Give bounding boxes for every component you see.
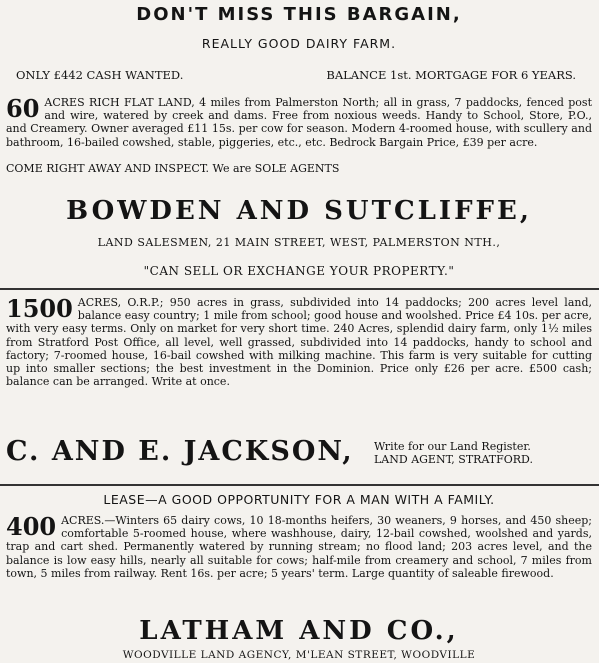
ad1-acreage: 60 [6, 94, 40, 123]
ad1-terms-left: ONLY £442 CASH WANTED. [16, 68, 184, 82]
ad1-firm-address: LAND SALESMEN, 21 MAIN STREET, WEST, PALMERSTON NTH., [97, 236, 501, 249]
ad1-slogan: "CAN SELL OR EXCHANGE YOUR PROPERTY." [143, 264, 455, 278]
divider-rule [0, 288, 599, 290]
ad3-body-block [6, 514, 592, 580]
ad2-side-line1: Write for our Land Register. [374, 440, 531, 453]
ad1-closing: COME RIGHT AWAY AND INSPECT. We are SOLE AGENTS [6, 162, 340, 175]
divider-rule [0, 484, 599, 486]
ad1-terms-right: BALANCE 1st. MORTGAGE FOR 6 YEARS. [326, 68, 576, 82]
ad2-side [374, 440, 590, 466]
ad2-body: ACRES, O.R.P.; 950 acres in grass, subdivided into 14 paddocks; 200 acres level land, balance easy country; 1 mile from school; good house and woolshed. Price £4 10s. per acre, with very easy terms. Only on market for very short time. 240 Acres, splendid dairy farm, only 1½ miles from Stratford Post Office, all level, well grassed, subdivided into 14 paddocks, handy to school and factory; 7-roomed house, 16-bail cowshed with milking machine. This farm is very suitable for cutting up into smaller sections; the best investment in the Dominion. Price only £26 per acre. £500 cash; balance can be arranged. Write at once. [6, 296, 592, 389]
ad3-body: ACRES.—Winters 65 dairy cows, 10 18-months heifers, 30 weaners, 9 horses, and 450 sheep; comfortable 5-roomed house, where washhouse, dairy, 12-bail cowshed, woolshed and yards, trap and cart shed. Permanently watered by running stream; no flood land; 203 acres level, and the balance is low easy hills, nearly all suitable for cows; half-mile from creamery and school, 7 miles from town, 5 miles from railway. Rent 16s. per acre; 5 years' term. Large quantity of saleable firewood. [6, 514, 592, 580]
ad1-terms [16, 68, 576, 82]
ad1-headline: DON'T MISS THIS BARGAIN, [136, 4, 462, 25]
ad2-body-block [6, 296, 592, 388]
ad2-side-line2: LAND AGENT, STRATFORD. [374, 453, 533, 466]
ad1-body-block [6, 96, 592, 149]
ad1-firm: BOWDEN AND SUTCLIFFE, [66, 196, 532, 226]
ad3-acreage: 400 [6, 512, 57, 541]
ad2-firm: C. AND E. JACKSON, [6, 436, 354, 467]
ad3-firm: LATHAM AND CO., [139, 616, 459, 646]
ad3-firm-address: WOODVILLE LAND AGENCY, M'LEAN STREET, WOODVILLE [122, 649, 476, 661]
ad2-footer [6, 436, 592, 476]
ad1-subhead: REALLY GOOD DAIRY FARM. [201, 36, 397, 51]
ad2-acreage: 1500 [6, 294, 73, 323]
ad3-headline: LEASE—A GOOD OPPORTUNITY FOR A MAN WITH A FAMILY. [103, 492, 495, 507]
ad1-body: ACRES RICH FLAT LAND, 4 miles from Palmerston North; all in grass, 7 paddocks, fenced post and wire, watered by creek and dams. Free from noxious weeds. Handy to School, Store, P.O., and Creamery. Owner averaged £11 15s. per cow for season. Modern 4-roomed house, with scullery and bathroom, 16-bailed cowshed, stable, piggeries, etc., etc. Bedrock Bargain Price, £39 per acre. [6, 96, 592, 149]
